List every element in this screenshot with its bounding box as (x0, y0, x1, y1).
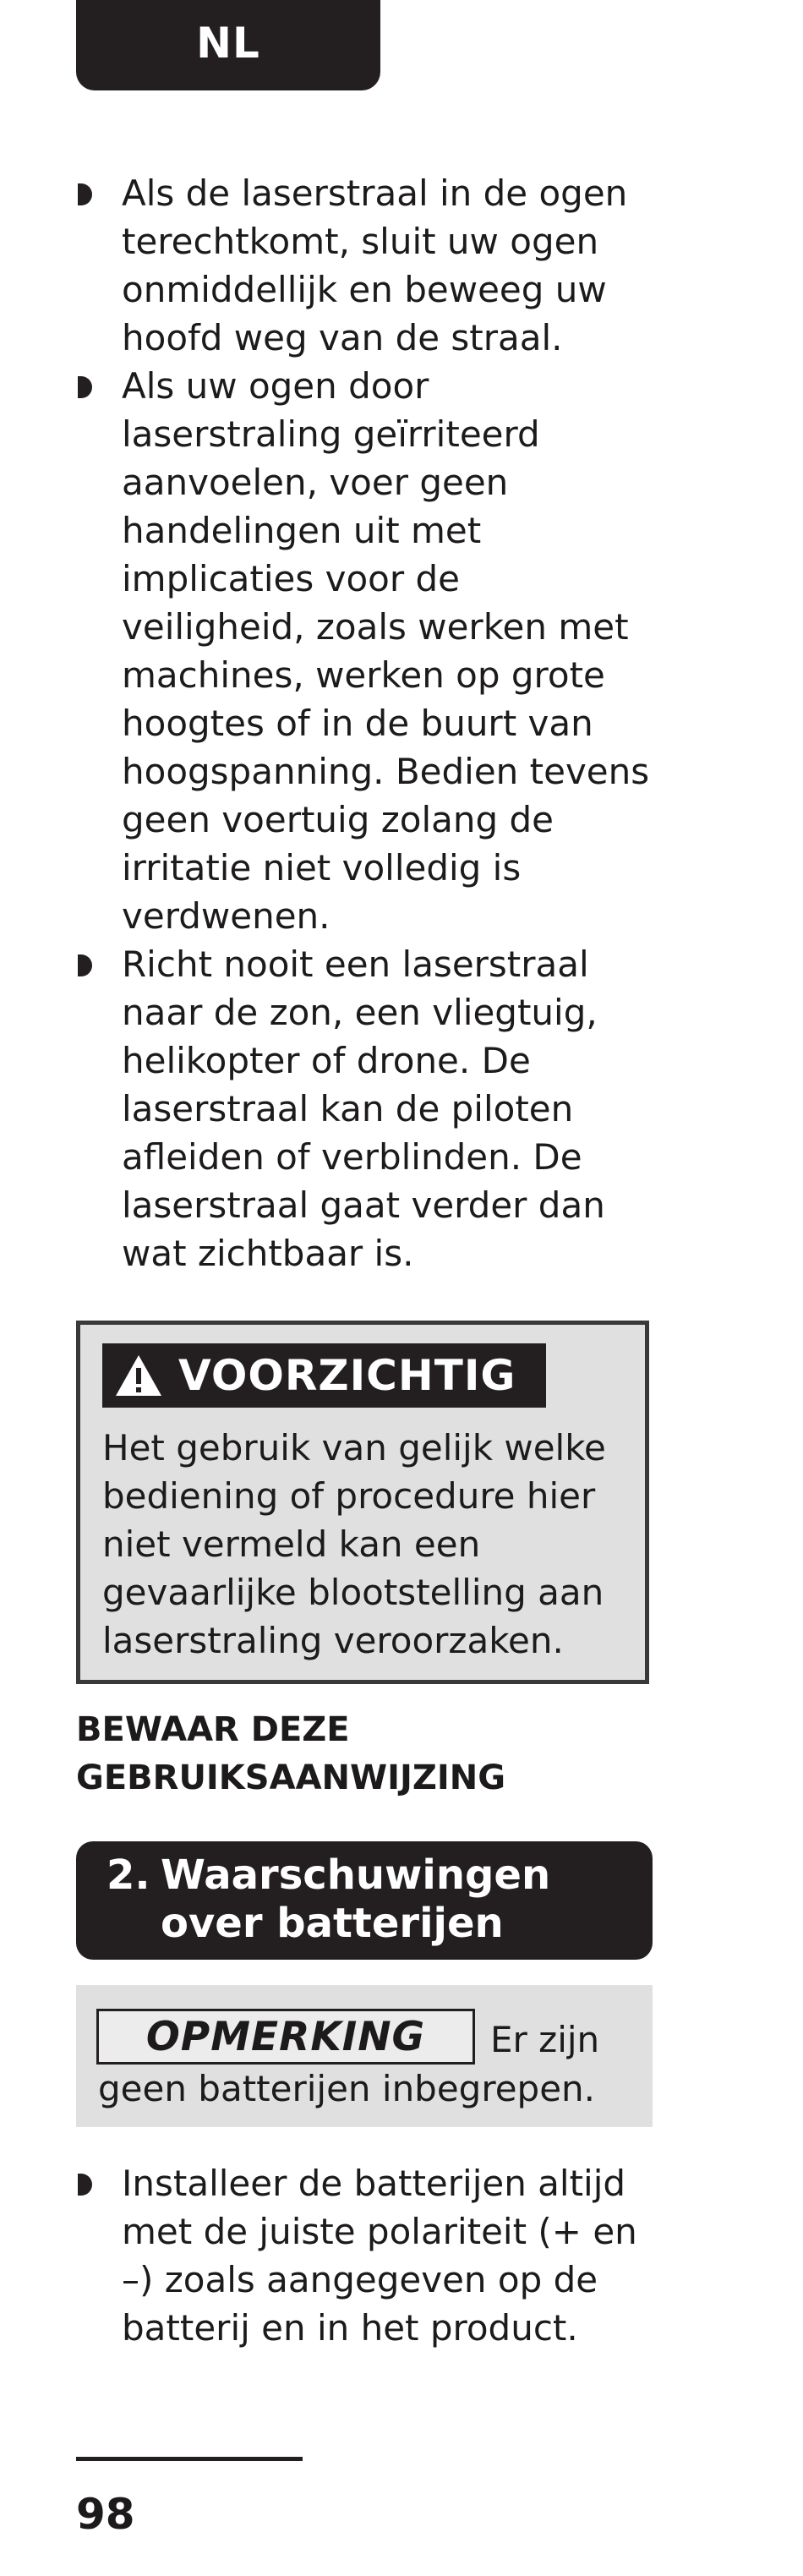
note-text-continued: geen batterijen inbegrepen. (98, 2068, 595, 2109)
caution-text: Het gebruik van gelijk welke bediening of procedure hier niet vermeld kan een gevaarlijke blootstelling aan laserstraling veroorzaken. (102, 1427, 606, 1661)
warning-triangle-icon (114, 1354, 163, 1397)
bullet-icon (78, 2174, 92, 2196)
list-item-text: Als de laserstraal in de ogen terechtkomt, sluit uw ogen onmiddellijk en beweeg uw hoofd weg van de straal. (122, 172, 628, 358)
note-label: OPMERKING (96, 2009, 475, 2065)
section-header (76, 1841, 653, 1960)
list-item-text: Richt nooit een laserstraal naar de zon, een vliegtuig, helikopter of drone. De laserstraal kan de piloten afleiden of verblinden. De laserstraal gaat verder dan wat zichtbaar is. (122, 943, 605, 1274)
list-item (76, 169, 651, 362)
list-item-text: Als uw ogen door laserstraling geïrriteerd aanvoelen, voer geen handelingen uit met implicaties voor de veiligheid, zoals werken met machines, werken op grote hoogtes of in de buurt van hoogspanning. Bedien tevens geen voertuig zolang de irritatie niet volledig is verdwenen. (122, 365, 650, 937)
caution-label: VOORZICHTIG (178, 1351, 516, 1400)
list-item-text: Installeer de batterijen altijd met de juiste polariteit (+ en –) zoals aangegeven op de batterij en in het product. (122, 2163, 637, 2349)
list-item (76, 2159, 651, 2352)
list-item (76, 362, 651, 940)
caution-header (102, 1343, 546, 1408)
footer-divider (76, 2457, 303, 2461)
note-text: Er zijn (490, 2019, 600, 2060)
list-item (76, 940, 651, 1277)
page-number: 98 (76, 2490, 135, 2539)
language-code: NL (196, 18, 260, 68)
caution-box (76, 1321, 649, 1684)
bullet-icon (78, 954, 92, 976)
keep-instructions-title: BEWAAR DEZE GEBRUIKSAANWIJZING (76, 1710, 506, 1797)
note-box (76, 1985, 653, 2127)
bullet-icon (78, 376, 92, 398)
section-number: 2. (107, 1851, 150, 1899)
laser-safety-list (76, 169, 651, 1277)
language-tab (76, 0, 380, 90)
battery-warning-list (76, 2159, 651, 2352)
bullet-icon (78, 183, 92, 205)
section-title: Waarschuwingen over batterijen (161, 1851, 551, 1947)
